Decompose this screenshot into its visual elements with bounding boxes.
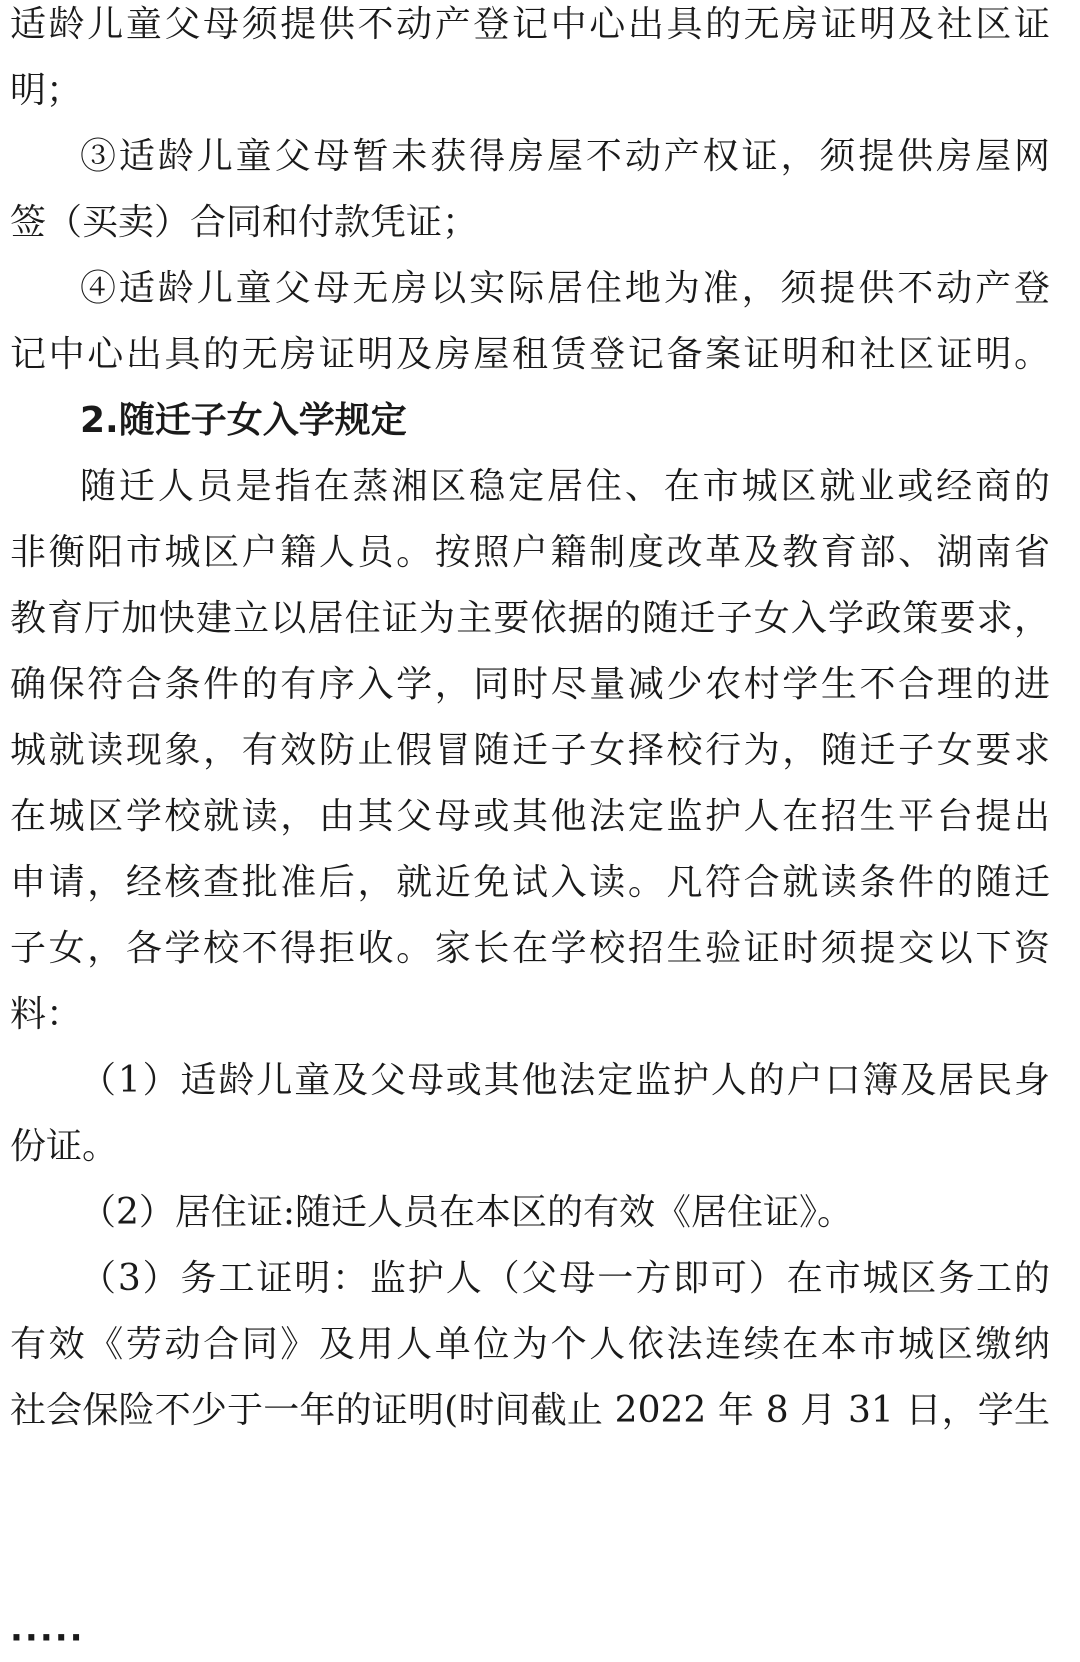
text-line: 签（买卖）合同和付款凭证； [10,202,479,243]
text-line: 申请，经核查批准后，就近免试入读。凡符合就读条件的随迁 [10,862,1050,903]
text-line: 教育厅加快建立以居住证为主要依据的随迁子女入学政策要求， [10,598,1050,639]
text-line: 非衡阳市城区户籍人员。按照户籍制度改革及教育部、湖南省 [10,532,1050,573]
text-line: ④适龄儿童父母无房以实际居住地为准，须提供不动产登 [80,268,1050,309]
text-line: 料： [10,994,83,1035]
text-line: 明； [10,70,83,111]
text-line: 在城区学校就读，由其父母或其他法定监护人在招生平台提出 [10,796,1050,837]
text-line: （3）务工证明：监护人（父母一方即可）在市城区务工的 [80,1258,1050,1299]
text-line: 社会保险不少于一年的证明(时间截止 2022 年 8 月 31 日，学生 [10,1390,1050,1431]
text-line: 城就读现象，有效防止假冒随迁子女择校行为，随迁子女要求 [10,730,1050,771]
text-line: （1）适龄儿童及父母或其他法定监护人的户口簿及居民身 [80,1060,1050,1101]
text-line: 确保符合条件的有序入学，同时尽量减少农村学生不合理的进 [10,664,1050,705]
text-line: 适龄儿童父母须提供不动产登记中心出具的无房证明及社区证 [10,4,1050,45]
text-line: 记中心出具的无房证明及房屋租赁登记备案证明和社区证明。 [10,334,1050,375]
text-line: 子女，各学校不得拒收。家长在学校招生验证时须提交以下资 [10,928,1050,969]
continuation-ellipsis: ····· [10,1618,85,1658]
text-line: （2）居住证:随迁人员在本区的有效《居住证》。 [80,1192,854,1233]
section-heading: 2.随迁子女入学规定 [80,400,407,441]
text-line: ③适龄儿童父母暂未获得房屋不动产权证，须提供房屋网 [80,136,1050,177]
text-line: 有效《劳动合同》及用人单位为个人依法连续在本市城区缴纳 [10,1324,1050,1365]
text-line: 份证。 [10,1126,119,1167]
text-line: 随迁人员是指在蒸湘区稳定居住、在市城区就业或经商的 [80,466,1050,507]
